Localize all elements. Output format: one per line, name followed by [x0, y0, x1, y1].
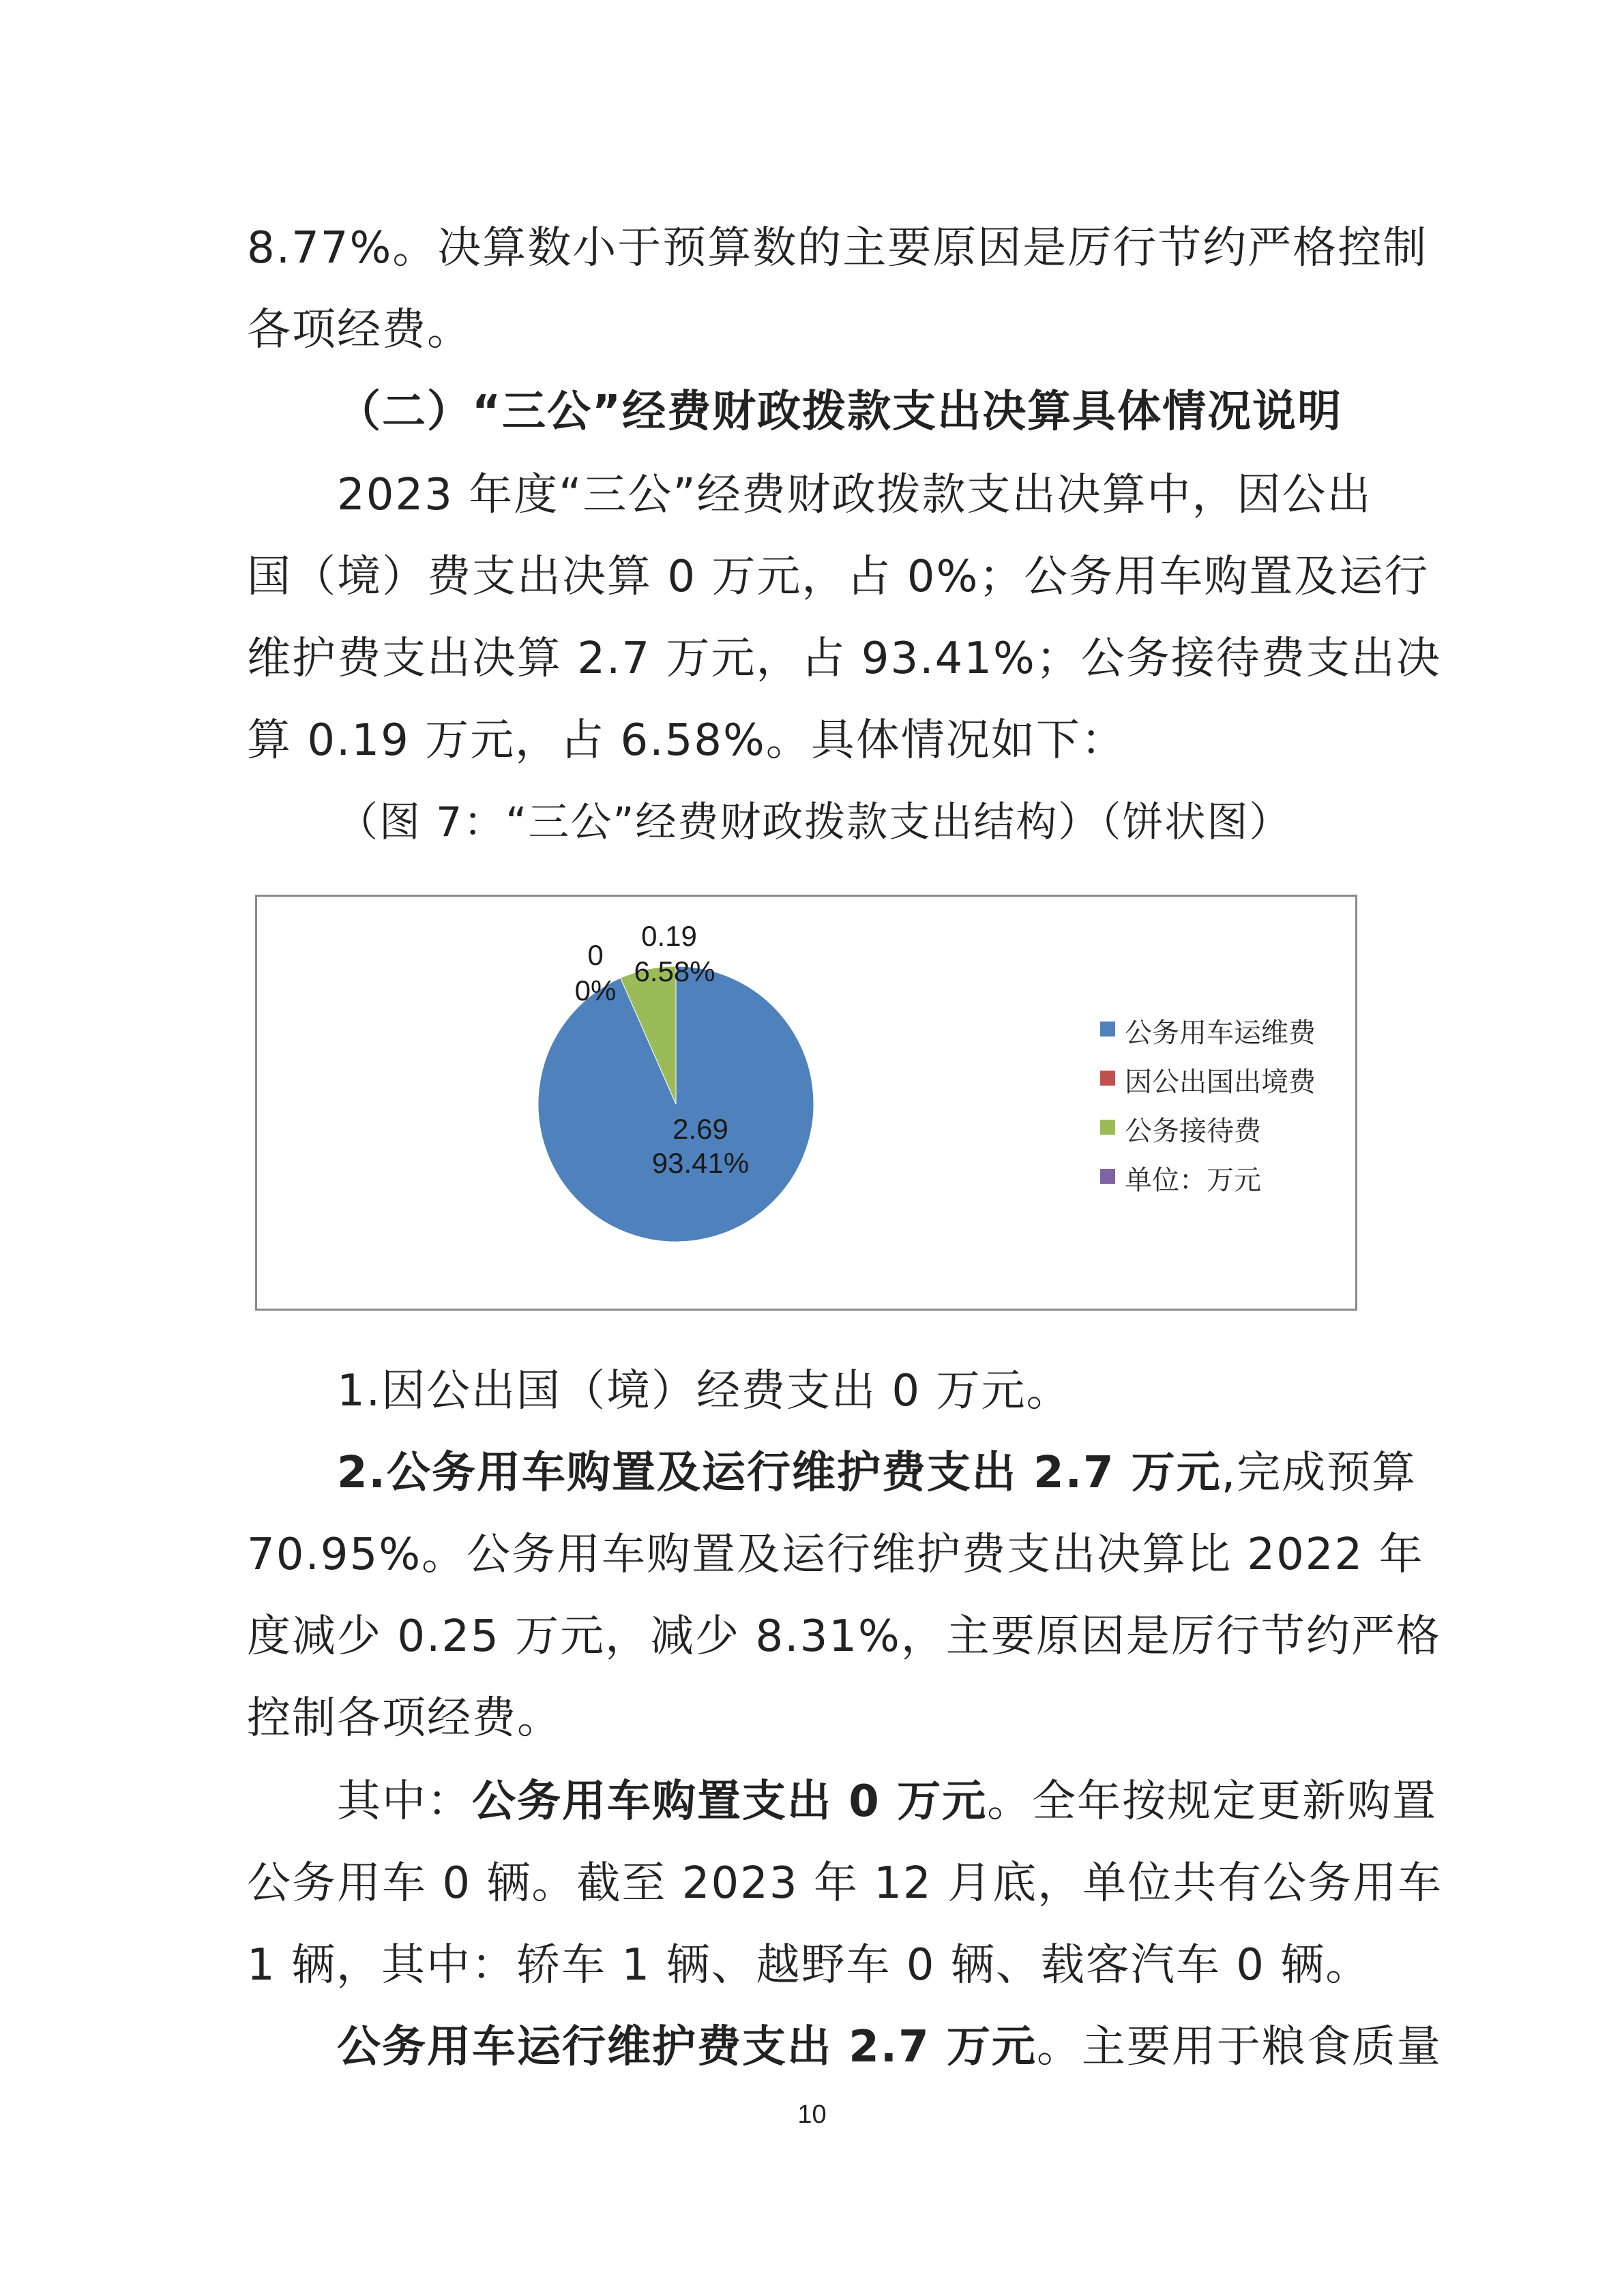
paragraph-line: 公务用车 0 辆。截至 2023 年 12 月底，单位共有公务用车 [247, 1858, 1443, 1909]
legend-label: 单位：万元 [1125, 1165, 1261, 1196]
rest-text: 。主要用于粮食质量 [1036, 2022, 1442, 2072]
paragraph-line: 2023 年度“三公”经费财政拨款支出决算中，因公出 [337, 470, 1372, 520]
pie-percent-label: 93.41% [651, 1147, 750, 1179]
paragraph-line: 维护费支出决算 2.7 万元，占 93.41%；公务接待费支出决 [247, 633, 1441, 684]
pie-value-label: 2.69 [673, 1113, 728, 1145]
pie-chart [255, 895, 1357, 1311]
list-item-rest: ,完成预算 [1221, 1448, 1417, 1498]
list-item [337, 1448, 1624, 1498]
paragraph-line: 70.95%。公务用车购置及运行维护费支出决算比 2022 年 [247, 1530, 1424, 1580]
pie-value-label: 0 [587, 939, 604, 971]
legend-swatch [1100, 1022, 1115, 1037]
pie-chart-svg [257, 897, 1355, 1309]
legend-label: 因公出国出境费 [1125, 1067, 1316, 1098]
page-number: 10 [797, 2100, 827, 2129]
paragraph-line [337, 1776, 1624, 1827]
pie-percent-label: 0% [574, 974, 617, 1007]
pie-percent-label: 6.58% [634, 955, 715, 987]
paragraph-line: 度减少 0.25 万元，减少 8.31%，主要原因是厉行节约严格 [247, 1611, 1441, 1662]
paragraph-line: 各项经费。 [247, 305, 472, 355]
paragraph-line [337, 2022, 1624, 2072]
prefix-text: 其中： [337, 1776, 472, 1827]
pie-value-label: 0.19 [641, 920, 697, 952]
list-item-bold: 2.公务用车购置及运行维护费支出 2.7 万元 [337, 1448, 1222, 1498]
bold-text: 公务用车购置支出 0 万元 [472, 1776, 988, 1827]
legend-swatch [1100, 1071, 1115, 1086]
legend-swatch [1100, 1120, 1115, 1135]
paragraph-line: 8.77%。决算数小于预算数的主要原因是厉行节约严格控制 [247, 223, 1428, 273]
legend-label: 公务用车运维费 [1125, 1017, 1316, 1049]
paragraph-line: 算 0.19 万元，占 6.58%。具体情况如下： [247, 715, 1126, 766]
paragraph-line: 1 辆，其中：轿车 1 辆、越野车 0 辆、载客汽车 0 辆。 [247, 1940, 1371, 1991]
list-item: 1.因公出国（境）经费支出 0 万元。 [337, 1366, 1072, 1416]
paragraph-line: 国（境）费支出决算 0 万元，占 0%；公务用车购置及运行 [247, 552, 1430, 602]
legend-label: 公务接待费 [1125, 1116, 1261, 1147]
rest-text: 。全年按规定更新购置 [987, 1776, 1438, 1827]
section-heading: （二）“三公”经费财政拨款支出决算具体情况说明 [337, 387, 1343, 437]
bold-text: 公务用车运行维护费支出 2.7 万元 [337, 2022, 1037, 2072]
figure-caption: （图 7：“三公”经费财政拨款支出结构）（饼状图） [337, 799, 1292, 846]
legend-swatch [1100, 1169, 1115, 1184]
paragraph-line: 控制各项经费。 [247, 1693, 562, 1744]
